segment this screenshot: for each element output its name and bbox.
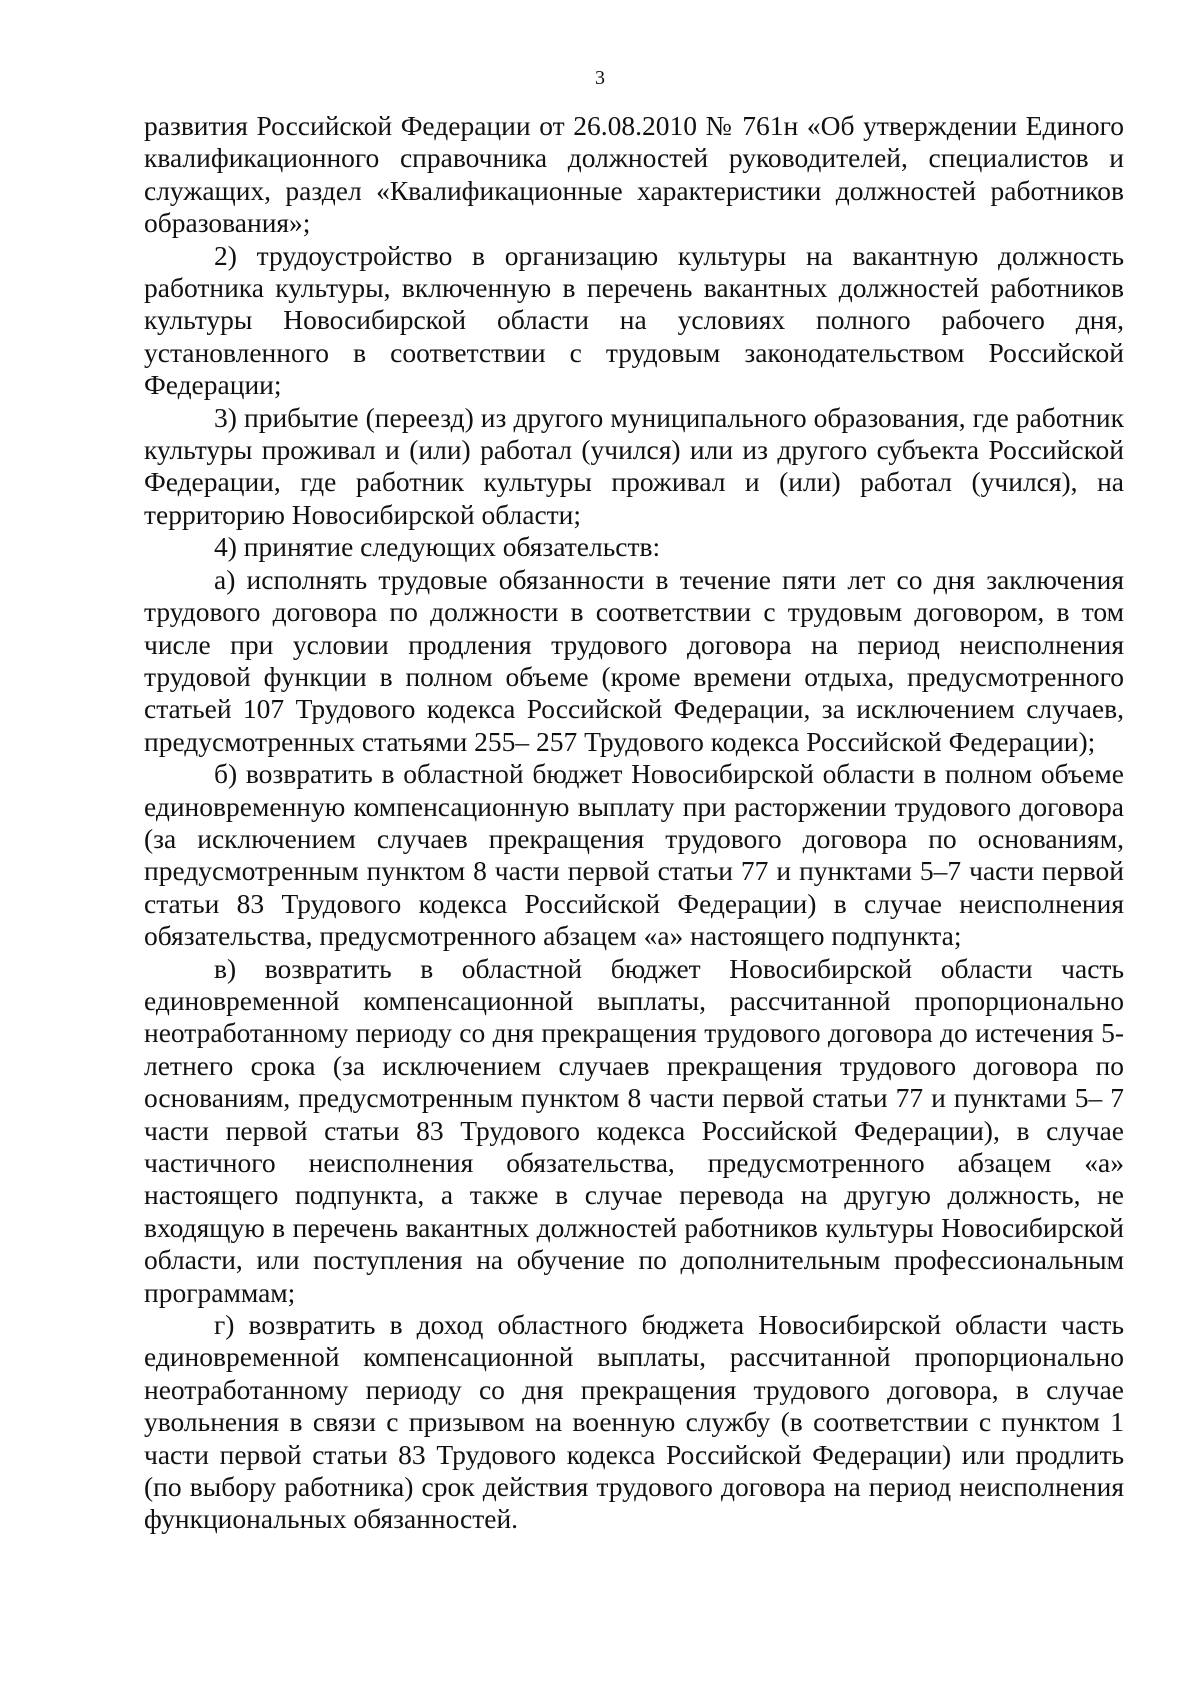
paragraph-subitem-g: г) возвратить в доход областного бюджета Новосибирской области часть единовременной компенсационной выплаты, рассчитанной пропорционально неотработанному периоду со дня прекращения трудового договора, в случае увольнения в связи с призывом на военную службу (в соответствии с пунктом 1 части первой статьи 83 Трудового кодекса Российской Федерации) или продлить (по выбору работника) срок действия трудового договора на период неисполнения функциональных обязанностей. — [144, 1309, 1124, 1535]
paragraph-item-4: 4) принятие следующих обязательств: — [214, 531, 661, 563]
paragraph-item-3: 3) прибытие (переезд) из другого муниципального образования, где работник культуры проживал и (или) работал (учился) или из другого субъекта Российской Федерации, где работник культуры проживал и (или) работал (учился), на территорию Новосибирской области; — [144, 401, 1124, 530]
paragraph-item-2: 2) трудоустройство в организацию культуры на вакантную должность работника культуры, включенную в перечень вакантных должностей работников культуры Новосибирской области на условиях полного рабочего дня, установленного в соответствии с трудовым законодательством Российской Федерации; — [144, 239, 1124, 401]
document-body — [144, 110, 1124, 1536]
paragraph-subitem-a: а) исполнять трудовые обязанности в течение пяти лет со дня заключения трудового договора по должности в соответствии с трудовым договором, в том числе при условии продления трудового договора на период неисполнения трудовой функции в полном объеме (кроме времени отдыха, предусмотренного статьей 107 Трудового кодекса Российской Федерации, за исключением случаев, предусмотренных статьями 255– 257 Трудового кодекса Российской Федерации); — [144, 563, 1124, 757]
page-number: 3 — [595, 67, 605, 89]
paragraph-subitem-b: б) возвратить в областной бюджет Новосибирской области в полном объеме единовременную компенсационную выплату при расторжении трудового договора (за исключением случаев прекращения трудового договора по основаниям, предусмотренным пунктом 8 части первой статьи 77 и пунктами 5–7 части первой статьи 83 Трудового кодекса Российской Федерации) в случае неисполнения обязательства, предусмотренного абзацем «а» настоящего подпункта; — [144, 758, 1124, 952]
paragraph-intro-continuation: развития Российской Федерации от 26.08.2010 № 761н «Об утверждении Единого квалификационного справочника должностей руководителей, специалистов и служащих, раздел «Квалификационные характеристики должностей работников образования»; — [144, 110, 1124, 239]
paragraph-subitem-v: в) возвратить в областной бюджет Новосибирской области часть единовременной компенсационной выплаты, рассчитанной пропорционально неотработанному периоду со дня прекращения трудового договора до истечения 5-летнего срока (за исключением случаев прекращения трудового договора по основаниям, предусмотренным пунктом 8 части первой статьи 77 и пунктами 5– 7 части первой статьи 83 Трудового кодекса Российской Федерации), в случае частичного неисполнения обязательства, предусмотренного абзацем «а» настоящего подпункта, а также в случае перевода на другую должность, не входящую в перечень вакантных должностей работников культуры Новосибирской области, или поступления на обучение по дополнительным профессиональным программам; — [144, 952, 1124, 1308]
